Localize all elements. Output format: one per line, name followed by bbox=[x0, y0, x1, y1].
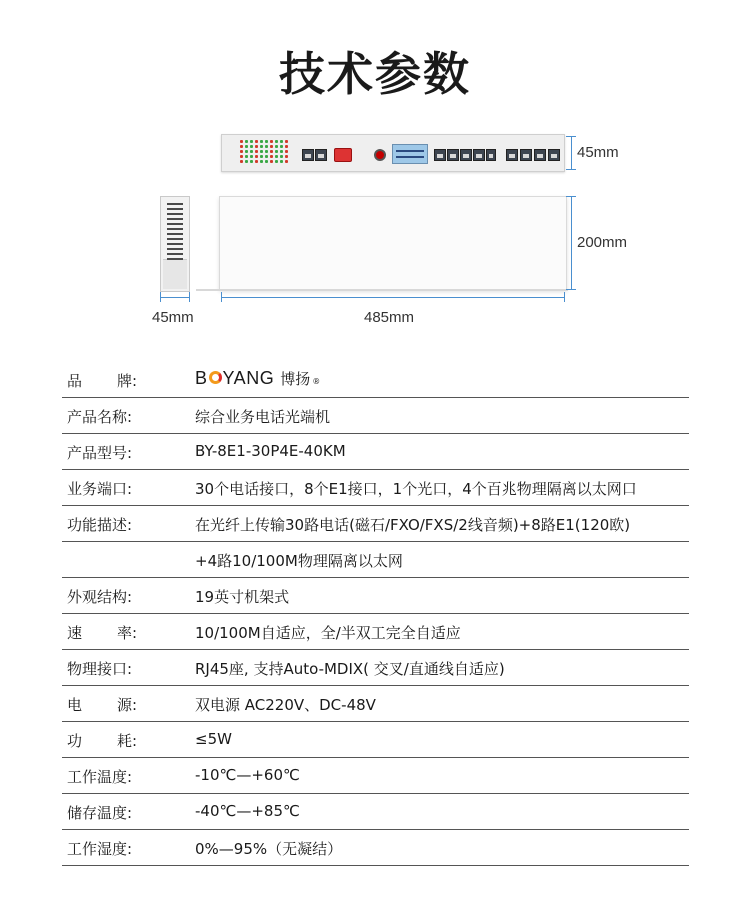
fiber-connector-icon bbox=[374, 149, 386, 161]
led-indicator bbox=[250, 140, 253, 143]
dim-label-width: 485mm bbox=[364, 309, 415, 326]
spec-label: 产品名称: bbox=[67, 408, 133, 426]
vent-slot bbox=[167, 238, 183, 240]
led-indicator bbox=[250, 160, 253, 163]
led-indicator bbox=[240, 145, 243, 148]
led-indicator bbox=[275, 140, 278, 143]
led-indicator bbox=[270, 145, 273, 148]
rj45-port bbox=[460, 149, 472, 161]
led-indicator bbox=[280, 160, 283, 163]
spec-row bbox=[62, 614, 689, 650]
led-indicator bbox=[255, 140, 258, 143]
led-indicator bbox=[285, 150, 288, 153]
led-indicator-grid bbox=[240, 140, 292, 166]
led-indicator bbox=[270, 155, 273, 158]
dim-line-width bbox=[221, 297, 565, 298]
spec-value: -40℃—+85℃ bbox=[195, 802, 300, 820]
led-indicator bbox=[245, 150, 248, 153]
led-indicator bbox=[275, 160, 278, 163]
vent-slot bbox=[167, 218, 183, 220]
led-indicator bbox=[260, 140, 263, 143]
led-indicator bbox=[255, 160, 258, 163]
device-front-panel bbox=[221, 134, 565, 172]
rj45-port bbox=[520, 149, 532, 161]
vent-slot bbox=[167, 253, 183, 255]
led-indicator bbox=[260, 145, 263, 148]
spec-table bbox=[62, 362, 689, 866]
led-indicator bbox=[280, 140, 283, 143]
rj45-port bbox=[434, 149, 446, 161]
rj45-port bbox=[473, 149, 485, 161]
spec-row-brand bbox=[62, 362, 689, 398]
led-indicator bbox=[270, 160, 273, 163]
spec-value: -10℃—+60℃ bbox=[195, 766, 300, 784]
led-indicator bbox=[260, 155, 263, 158]
rj45-port bbox=[534, 149, 546, 161]
brand-logo: B YANG 博扬 ® bbox=[195, 368, 321, 388]
led-indicator bbox=[285, 140, 288, 143]
spec-value: BY-8E1-30P4E-40KM bbox=[195, 442, 346, 460]
led-indicator bbox=[280, 155, 283, 158]
vent-slot bbox=[167, 233, 183, 235]
device-side-view bbox=[160, 196, 190, 292]
spec-value: 在光纤上传输30路电话(磁石/FXO/FXS/2线音频)+8路E1(120欧) bbox=[195, 516, 631, 534]
led-indicator bbox=[285, 155, 288, 158]
spec-label: 电 源: bbox=[67, 696, 137, 714]
spec-value: 30个电话接口，8个E1接口，1个光口，4个百兆物理隔离以太网口 bbox=[195, 480, 637, 498]
led-indicator bbox=[240, 140, 243, 143]
spec-row bbox=[62, 686, 689, 722]
spec-row bbox=[62, 398, 689, 434]
lcd-display bbox=[392, 144, 428, 164]
vent-slot bbox=[167, 203, 183, 205]
dim-label-side-width: 45mm bbox=[152, 309, 194, 326]
spec-label: 外观结构: bbox=[67, 588, 133, 606]
spec-value: ≤5W bbox=[195, 730, 232, 748]
dim-line-side-width bbox=[160, 297, 190, 298]
rj45-port bbox=[486, 149, 496, 161]
led-indicator bbox=[245, 145, 248, 148]
led-indicator bbox=[255, 155, 258, 158]
led-indicator bbox=[260, 150, 263, 153]
spec-label: 品 牌: bbox=[67, 372, 137, 390]
spec-row bbox=[62, 542, 689, 578]
led-indicator bbox=[280, 150, 283, 153]
spec-row bbox=[62, 794, 689, 830]
spec-row bbox=[62, 758, 689, 794]
led-indicator bbox=[265, 145, 268, 148]
spec-value: 10/100M自适应，全/半双工完全自适应 bbox=[195, 624, 461, 642]
device-top-view bbox=[219, 196, 567, 290]
spec-value: 双电源 AC220V、DC-48V bbox=[195, 696, 376, 714]
led-indicator bbox=[265, 160, 268, 163]
spec-label: 储存温度: bbox=[67, 804, 133, 822]
led-indicator bbox=[245, 160, 248, 163]
spec-row bbox=[62, 578, 689, 614]
led-indicator bbox=[265, 150, 268, 153]
led-indicator bbox=[240, 150, 243, 153]
led-indicator bbox=[240, 155, 243, 158]
led-indicator bbox=[270, 140, 273, 143]
spec-row bbox=[62, 722, 689, 758]
vent-slot bbox=[167, 223, 183, 225]
logo-o-icon bbox=[209, 371, 222, 384]
spec-label: 产品型号: bbox=[67, 444, 133, 462]
led-indicator bbox=[280, 145, 283, 148]
spec-value: +4路10/100M物理隔离以太网 bbox=[195, 552, 403, 570]
spec-label: 功能描述: bbox=[67, 516, 133, 534]
led-indicator bbox=[255, 150, 258, 153]
vent-slot bbox=[167, 213, 183, 215]
rj45-port bbox=[548, 149, 560, 161]
spec-label: 速 率: bbox=[67, 624, 137, 642]
led-indicator bbox=[265, 140, 268, 143]
spec-label: 工作湿度: bbox=[67, 840, 133, 858]
led-indicator bbox=[250, 155, 253, 158]
spec-value: RJ45座, 支持Auto-MDIX( 交叉/直通线自适应) bbox=[195, 660, 505, 678]
led-indicator bbox=[250, 145, 253, 148]
spec-row bbox=[62, 434, 689, 470]
spec-value: 综合业务电话光端机 bbox=[195, 408, 331, 426]
dim-line-depth bbox=[571, 196, 572, 290]
vent-slot bbox=[167, 228, 183, 230]
led-indicator bbox=[270, 150, 273, 153]
led-indicator bbox=[250, 150, 253, 153]
vent-slot bbox=[167, 243, 183, 245]
vent-slot bbox=[167, 208, 183, 210]
led-indicator bbox=[285, 145, 288, 148]
sfp-module bbox=[334, 148, 352, 162]
spec-value: 0%—95%（无凝结） bbox=[195, 840, 343, 858]
led-indicator bbox=[260, 160, 263, 163]
spec-row bbox=[62, 650, 689, 686]
led-indicator bbox=[245, 140, 248, 143]
vent-slot bbox=[167, 248, 183, 250]
dim-label-front-height: 45mm bbox=[577, 144, 619, 161]
led-indicator bbox=[275, 155, 278, 158]
led-indicator bbox=[255, 145, 258, 148]
rj45-port bbox=[506, 149, 518, 161]
dim-line-front-height bbox=[571, 136, 572, 170]
spec-row bbox=[62, 470, 689, 506]
dim-label-depth: 200mm bbox=[577, 234, 628, 251]
rj45-port bbox=[315, 149, 327, 161]
spec-label: 工作温度: bbox=[67, 768, 133, 786]
led-indicator bbox=[245, 155, 248, 158]
spec-row bbox=[62, 830, 689, 866]
spec-value: 19英寸机架式 bbox=[195, 588, 290, 606]
spec-label: 业务端口: bbox=[67, 480, 133, 498]
rj45-port bbox=[447, 149, 459, 161]
led-indicator bbox=[265, 155, 268, 158]
spec-label: 物理接口: bbox=[67, 660, 133, 678]
led-indicator bbox=[275, 150, 278, 153]
spec-label: 功 耗: bbox=[67, 732, 137, 750]
led-indicator bbox=[285, 160, 288, 163]
spec-row bbox=[62, 506, 689, 542]
led-indicator bbox=[240, 160, 243, 163]
rack-rail bbox=[196, 289, 568, 291]
vent-slot bbox=[167, 258, 183, 260]
rj45-port bbox=[302, 149, 314, 161]
page-title: 技术参数 bbox=[279, 47, 471, 101]
led-indicator bbox=[275, 145, 278, 148]
